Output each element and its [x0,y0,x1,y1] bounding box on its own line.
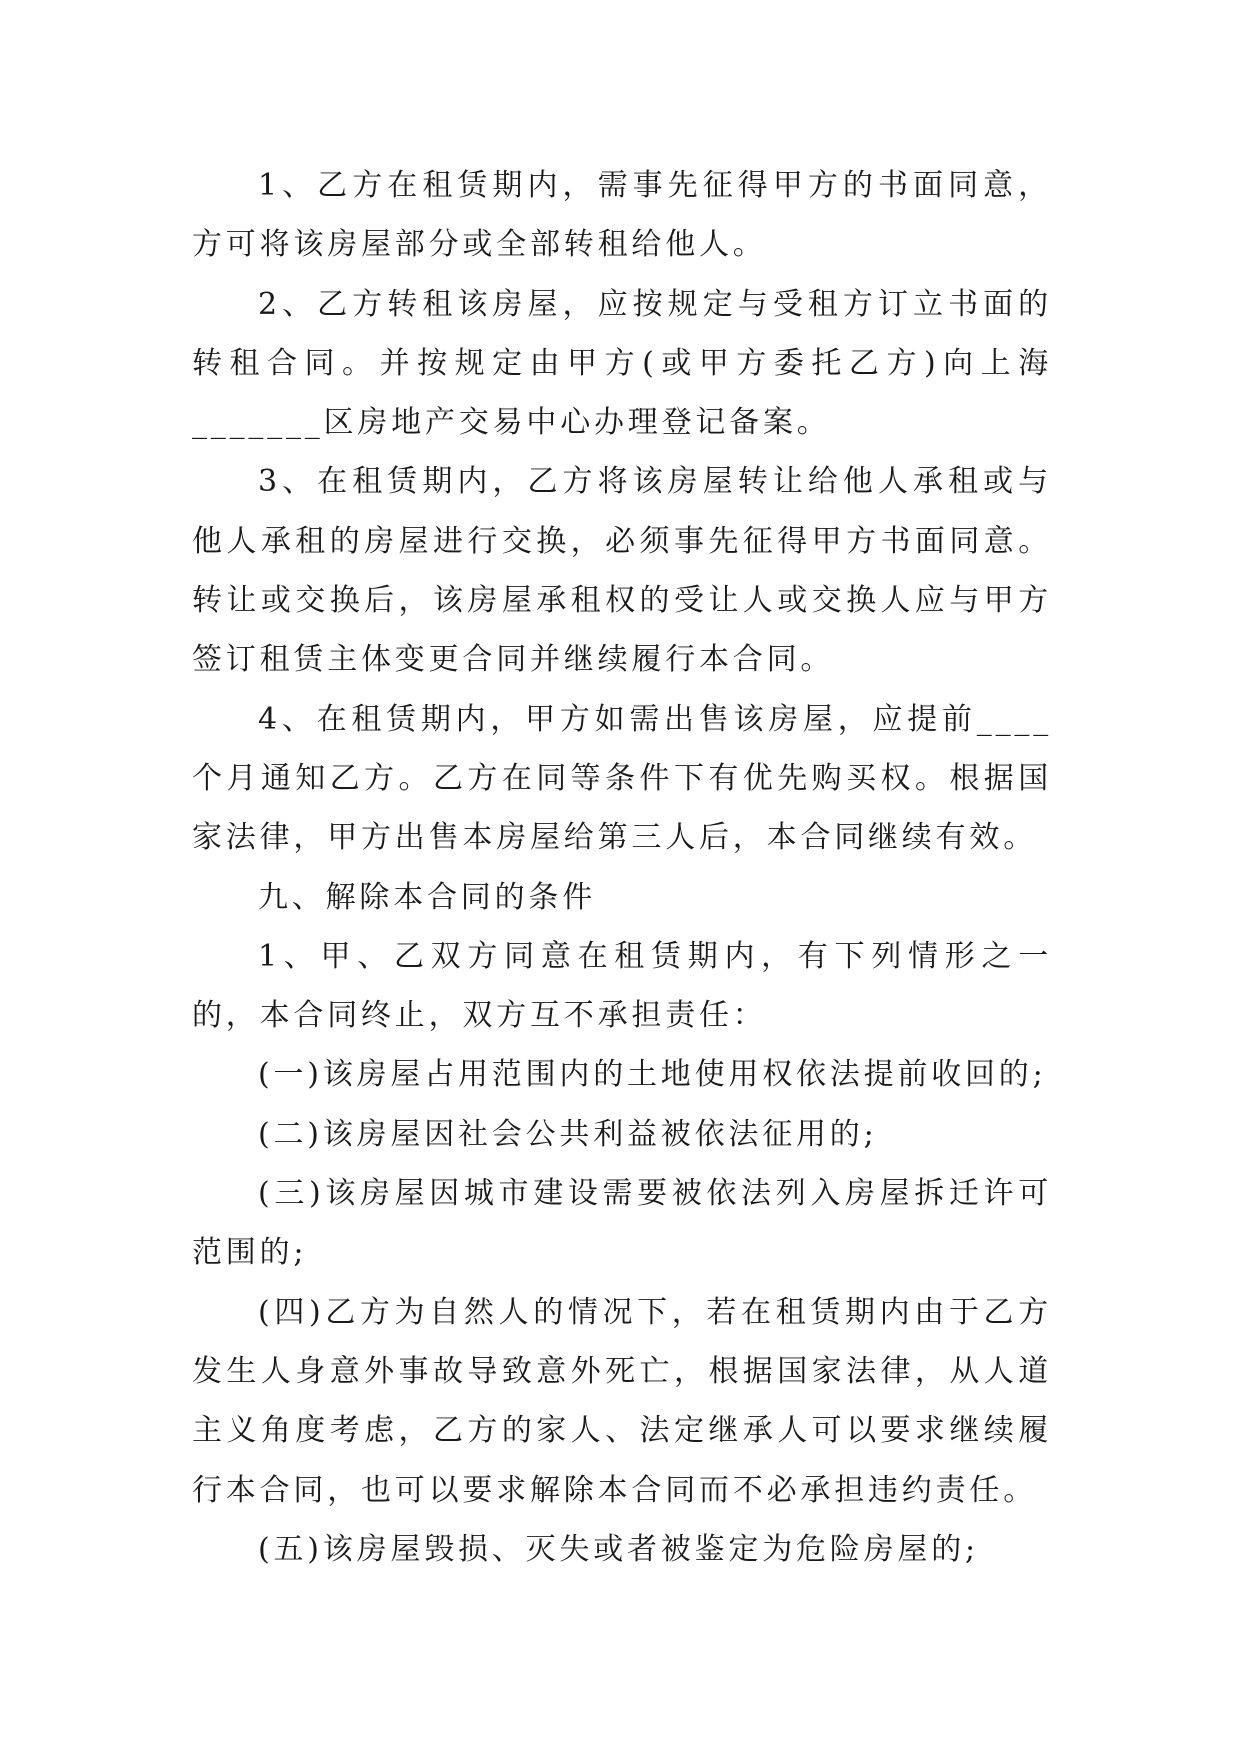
list-item-damage: (五)该房屋毁损、灭失或者被鉴定为危险房屋的; [258,1531,979,1567]
paragraph-termination-conditions: 1、甲、乙双方同意在租赁期内，有下列情形之一的，本合同终止，双方互不承担责任： [192,938,1052,1034]
list-item-natural-person: (四)乙方为自然人的情况下，若在租赁期内由于乙方发生人身意外事故导致意外死亡，根据国家法律，从人道主义角度考虑，乙方的家人、法定继承人可以要求继续履行本合同，也可以要求解除本合同而不必承担违约责任。 [192,1294,1052,1508]
paragraph-sale-notice: 4、在租赁期内，甲方如需出售该房屋，应提前____个月通知乙方。乙方在同等条件下有优先购买权。根据国家法律，甲方出售本房屋给第三人后，本合同继续有效。 [192,701,1052,856]
paragraph-transfer-exchange: 3、在租赁期内，乙方将该房屋转让给他人承租或与他人承租的房屋进行交换，必须事先征得甲方书面同意。转让或交换后，该房屋承租权的受让人或交换人应与甲方签订租赁主体变更合同并继续履行本合同。 [192,464,1052,678]
list-item-land-use-right: (一)该房屋占用范围内的土地使用权依法提前收回的; [258,1057,1047,1093]
list-item-demolition: (三)该房屋因城市建设需要被依法列入房屋拆迁许可范围的; [192,1176,1052,1271]
paragraph-sublet-consent: 1、乙方在租赁期内，需事先征得甲方的书面同意，方可将该房屋部分或全部转租给他人。 [192,168,1052,263]
section-heading-termination: 九、解除本合同的条件 [258,879,596,915]
list-item-public-interest: (二)该房屋因社会公共利益被依法征用的; [258,1116,878,1152]
document-body [192,156,1052,1579]
paragraph-sublet-contract: 2、乙方转租该房屋，应按规定与受租方订立书面的转租合同。并按规定由甲方(或甲方委托乙方)向上海_______区房地产交易中心办理登记备案。 [192,286,1052,441]
